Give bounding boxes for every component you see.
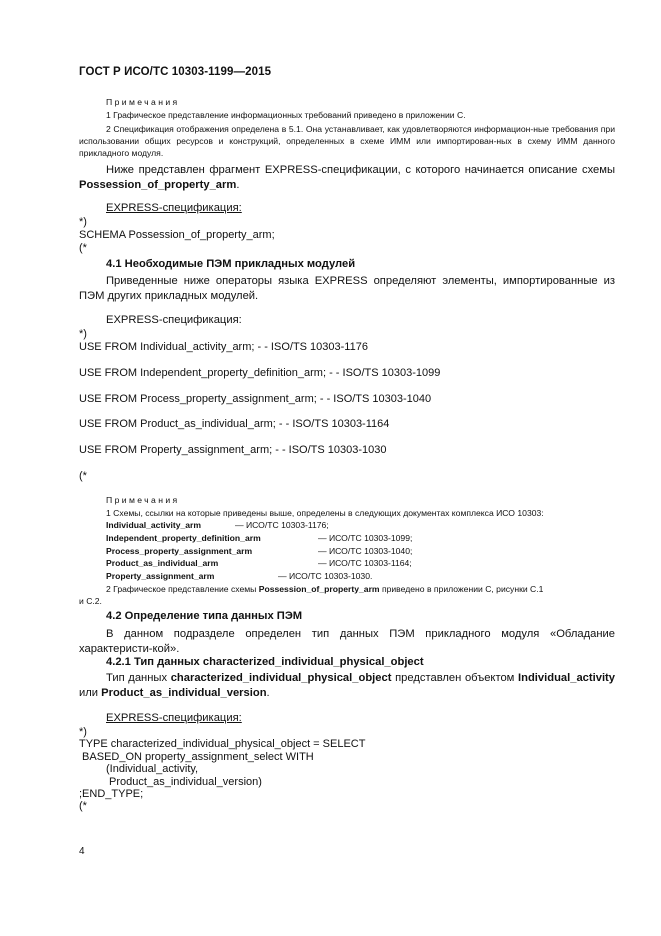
notes-title: Примечания bbox=[106, 97, 180, 107]
note-item-2 bbox=[106, 583, 543, 595]
code-close: (* bbox=[79, 242, 87, 254]
code-close: (* bbox=[79, 470, 87, 482]
section-heading-4-2-1: 4.2.1 Тип данных characterized_individual_physical_object bbox=[106, 656, 424, 668]
express-spec-label: EXPRESS-спецификация: bbox=[106, 202, 242, 214]
code-line: BASED_ON property_assignment_select WITH bbox=[79, 751, 314, 763]
code-line: ;END_TYPE; bbox=[79, 788, 144, 800]
ref-schema-name: Individual_activity_arm bbox=[106, 520, 202, 530]
code-use-line: USE FROM Independent_property_definition_arm; - - ISO/TS 10303-1099 bbox=[79, 367, 441, 379]
code-open: *) bbox=[79, 328, 87, 340]
text-part: или bbox=[79, 687, 99, 699]
intro-paragraph bbox=[79, 163, 615, 193]
ref-document: — ИСО/ТС 10303-1176; bbox=[235, 520, 329, 530]
code-use-line: USE FROM Product_as_individual_arm; - - ISO/TS 10303-1164 bbox=[79, 418, 390, 430]
code-schema-line: SCHEMA Possession_of_property_arm; bbox=[79, 229, 275, 241]
ref-document: — ИСО/ТС 10303-1164; bbox=[318, 558, 412, 568]
code-line: Product_as_individual_version) bbox=[106, 776, 262, 788]
note-item-2-post: приведено в приложении С, рисунки С.1 bbox=[381, 584, 544, 594]
ref-document: — ИСО/ТС 10303-1099; bbox=[318, 533, 413, 543]
note-item-1: 1 Графическое представление информационных требований приведено в приложении С. bbox=[106, 110, 466, 120]
ref-schema-name: Property_assignment_arm bbox=[106, 571, 215, 581]
code-line: (* bbox=[79, 800, 87, 812]
text-part: Тип данных bbox=[106, 672, 168, 684]
code-use-line: USE FROM Property_assignment_arm; - - ISO/TS 10303-1030 bbox=[79, 444, 387, 456]
page-number: 4 bbox=[79, 846, 85, 857]
intro-period: . bbox=[236, 179, 240, 191]
ref-schema-name: Process_property_assignment_arm bbox=[106, 546, 253, 556]
text-part: . bbox=[266, 687, 270, 699]
section-heading-4-1: 4.1 Необходимые ПЭМ прикладных модулей bbox=[106, 258, 356, 270]
entity-name: Product_as_individual_version bbox=[101, 687, 267, 699]
note-item-1: 1 Схемы, ссылки на которые приведены выше, определены в следующих документах комплекса ИСО 10303: bbox=[106, 508, 544, 518]
note-item-2: 2 Спецификация отображения определена в 5.1. Она устанавливает, как удовлетворяются информацион-ные требования при использовании общих ресурсов и конструкций, определенных в схеме ИММ или импортирован-ных в схему ИММ данного прикладного модуля. bbox=[79, 124, 615, 158]
notes-title: Примечания bbox=[106, 495, 180, 505]
document-header: ГОСТ Р ИСО/ТС 10303-1199—2015 bbox=[79, 66, 272, 78]
intro-text: Ниже представлен фрагмент EXPRESS-спецификации, с которого начинается описание схемы bbox=[106, 164, 615, 176]
note-item-2-pre: 2 Графическое представление схемы bbox=[106, 584, 257, 594]
express-spec-label: EXPRESS-спецификация: bbox=[106, 314, 242, 326]
ref-schema-name: Independent_property_definition_arm bbox=[106, 533, 261, 543]
code-use-line: USE FROM Individual_activity_arm; - - ISO/TS 10303-1176 bbox=[79, 341, 368, 353]
ref-schema-name: Product_as_individual_arm bbox=[106, 558, 219, 568]
section-text-4-2: В данном подразделе определен тип данных ПЭМ прикладного модуля «Обладание характеристи-кой». bbox=[79, 628, 615, 655]
section-text-4-1: Приведенные ниже операторы языка EXPRESS определяют элементы, импортированные из ПЭМ других прикладных модулей. bbox=[79, 275, 615, 302]
note-item-2-schema: Possession_of_property_arm bbox=[258, 584, 380, 594]
code-open: *) bbox=[79, 216, 87, 228]
ref-document: — ИСО/ТС 10303-1030. bbox=[278, 571, 373, 581]
intro-schema-name: Possession_of_property_arm bbox=[79, 179, 237, 191]
ref-document: — ИСО/ТС 10303-1040; bbox=[318, 546, 413, 556]
express-spec-label: EXPRESS-спецификация: bbox=[106, 712, 242, 724]
code-line: TYPE characterized_individual_physical_object = SELECT bbox=[79, 738, 366, 750]
code-line: (Individual_activity, bbox=[106, 763, 199, 775]
type-name: characterized_individual_physical_object bbox=[170, 672, 392, 684]
section-text-4-2-1 bbox=[79, 671, 615, 701]
entity-name: Individual_activity bbox=[518, 672, 616, 684]
section-heading-4-2: 4.2 Определение типа данных ПЭМ bbox=[106, 610, 303, 622]
code-line: *) bbox=[79, 726, 87, 738]
code-use-line: USE FROM Process_property_assignment_arm; - - ISO/TS 10303-1040 bbox=[79, 393, 432, 405]
note-item-2-continuation: и С.2. bbox=[79, 596, 102, 606]
text-part: представлен объектом bbox=[395, 672, 515, 684]
